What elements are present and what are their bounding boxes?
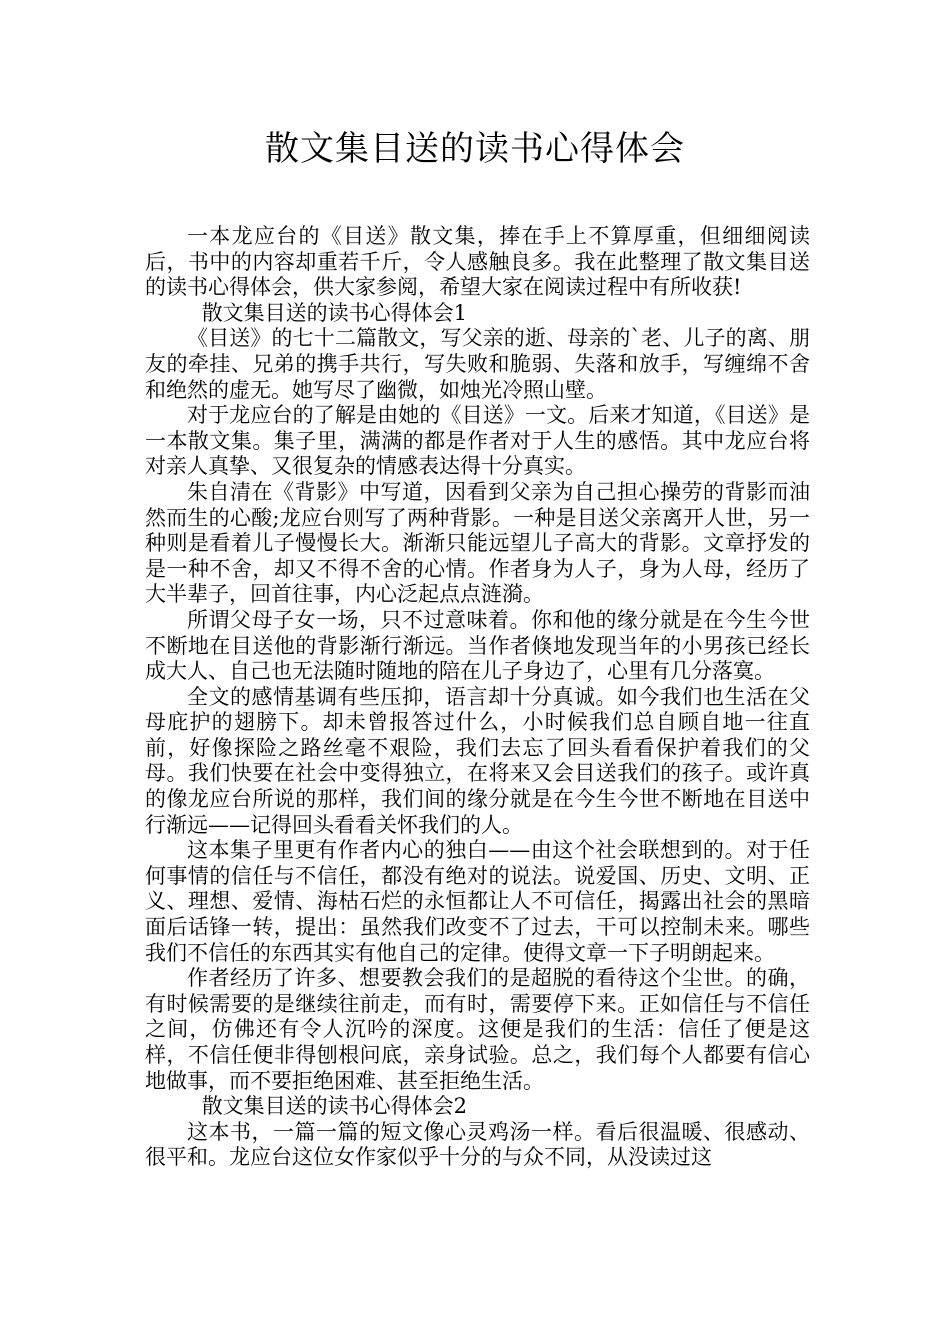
section-heading-2: 散文集目送的读书心得体会2 (201, 1094, 468, 1119)
body-paragraph: 对于龙应台的了解是由她的《目送》一文。后来才知道，《目送》是一本散文集。集子里，满满的都是作者对于人生的感悟。其中龙应台将对亲人真挚、又很复杂的情感表达得十分真实。 (145, 403, 810, 479)
body-paragraph: 所谓父母子女一场，只不过意味着。你和他的缘分就是在今生今世不断地在目送他的背影渐行渐远。当作者倏地发现当年的小男孩已经长成大人、自己也无法随时随地的陪在儿子身边了，心里有几分落寞。 (145, 607, 810, 684)
body-paragraph: 全文的感情基调有些压抑，语言却十分真诚。如今我们也生活在父母庇护的翅膀下。却未曾报答过什么，小时候我们总自顾自地一往直前，好像探险之路丝毫不艰险，我们去忘了回头看看保护着我们的父母。我们快要在社会中变得独立，在将来又会目送我们的孩子。或许真的像龙应台所说的那样，我们间的缘分就是在今生今世不断地在目送中行渐远——记得回头看看关怀我们的人。 (145, 684, 810, 837)
body-paragraph: 这本集子里更有作者内心的独白——由这个社会联想到的。对于任何事情的信任与不信任，都没有绝对的说法。说爱国、历史、文明、正义、理想、爱情、海枯石烂的永恒都让人不可信任，揭露出社会的黑暗面后话锋一转，提出：虽然我们改变不了过去，干可以控制未来。哪些我们不信任的东西其实有他自己的定律。使得文章一下子明朗起来。 (145, 838, 810, 965)
body-paragraph: 《目送》的七十二篇散文，写父亲的逝、母亲的`老、儿子的离、朋友的牵挂、兄弟的携手共行，写失败和脆弱、失落和放手，写缠绵不舍和绝然的虚无。她写尽了幽微，如烛光冷照山壁。 (145, 326, 810, 402)
body-paragraph: 作者经历了许多、想要教会我们的是超脱的看待这个尘世。的确，有时候需要的是继续往前走，而有时，需要停下来。正如信任与不信任之间，仿佛还有令人沉吟的深度。这便是我们的生活：信任了便是这样，不信任便非得刨根问底，亲身试验。总之，我们每个人都要有信心地做事，而不要拒绝困难、甚至拒绝生活。 (145, 966, 810, 1093)
document-body (145, 224, 810, 1171)
body-paragraph: 这本书，一篇一篇的短文像心灵鸡汤一样。看后很温暖、很感动、很平和。龙应台这位女作家似乎十分的与众不同，从没读过这 (145, 1119, 810, 1170)
section-heading-1: 散文集目送的读书心得体会1 (201, 300, 468, 325)
intro-paragraph: 一本龙应台的《目送》散文集，捧在手上不算厚重，但细细阅读后，书中的内容却重若千斤，令人感触良多。我在此整理了散文集目送的读书心得体会，供大家参阅，希望大家在阅读过程中有所收获! (145, 224, 810, 300)
document-title: 散文集目送的读书心得体会 (265, 129, 685, 169)
body-paragraph: 朱自清在《背影》中写道，因看到父亲为自己担心操劳的背影而油然而生的心酸;龙应台则写了两种背影。一种是目送父亲离开人世，另一种则是看着儿子慢慢长大。渐渐只能远望儿子高大的背影。文章抒发的是一种不舍，却又不得不舍的心情。作者身为人子，身为人母，经历了大半辈子，回首往事，内心泛起点点涟漪。 (145, 479, 810, 607)
